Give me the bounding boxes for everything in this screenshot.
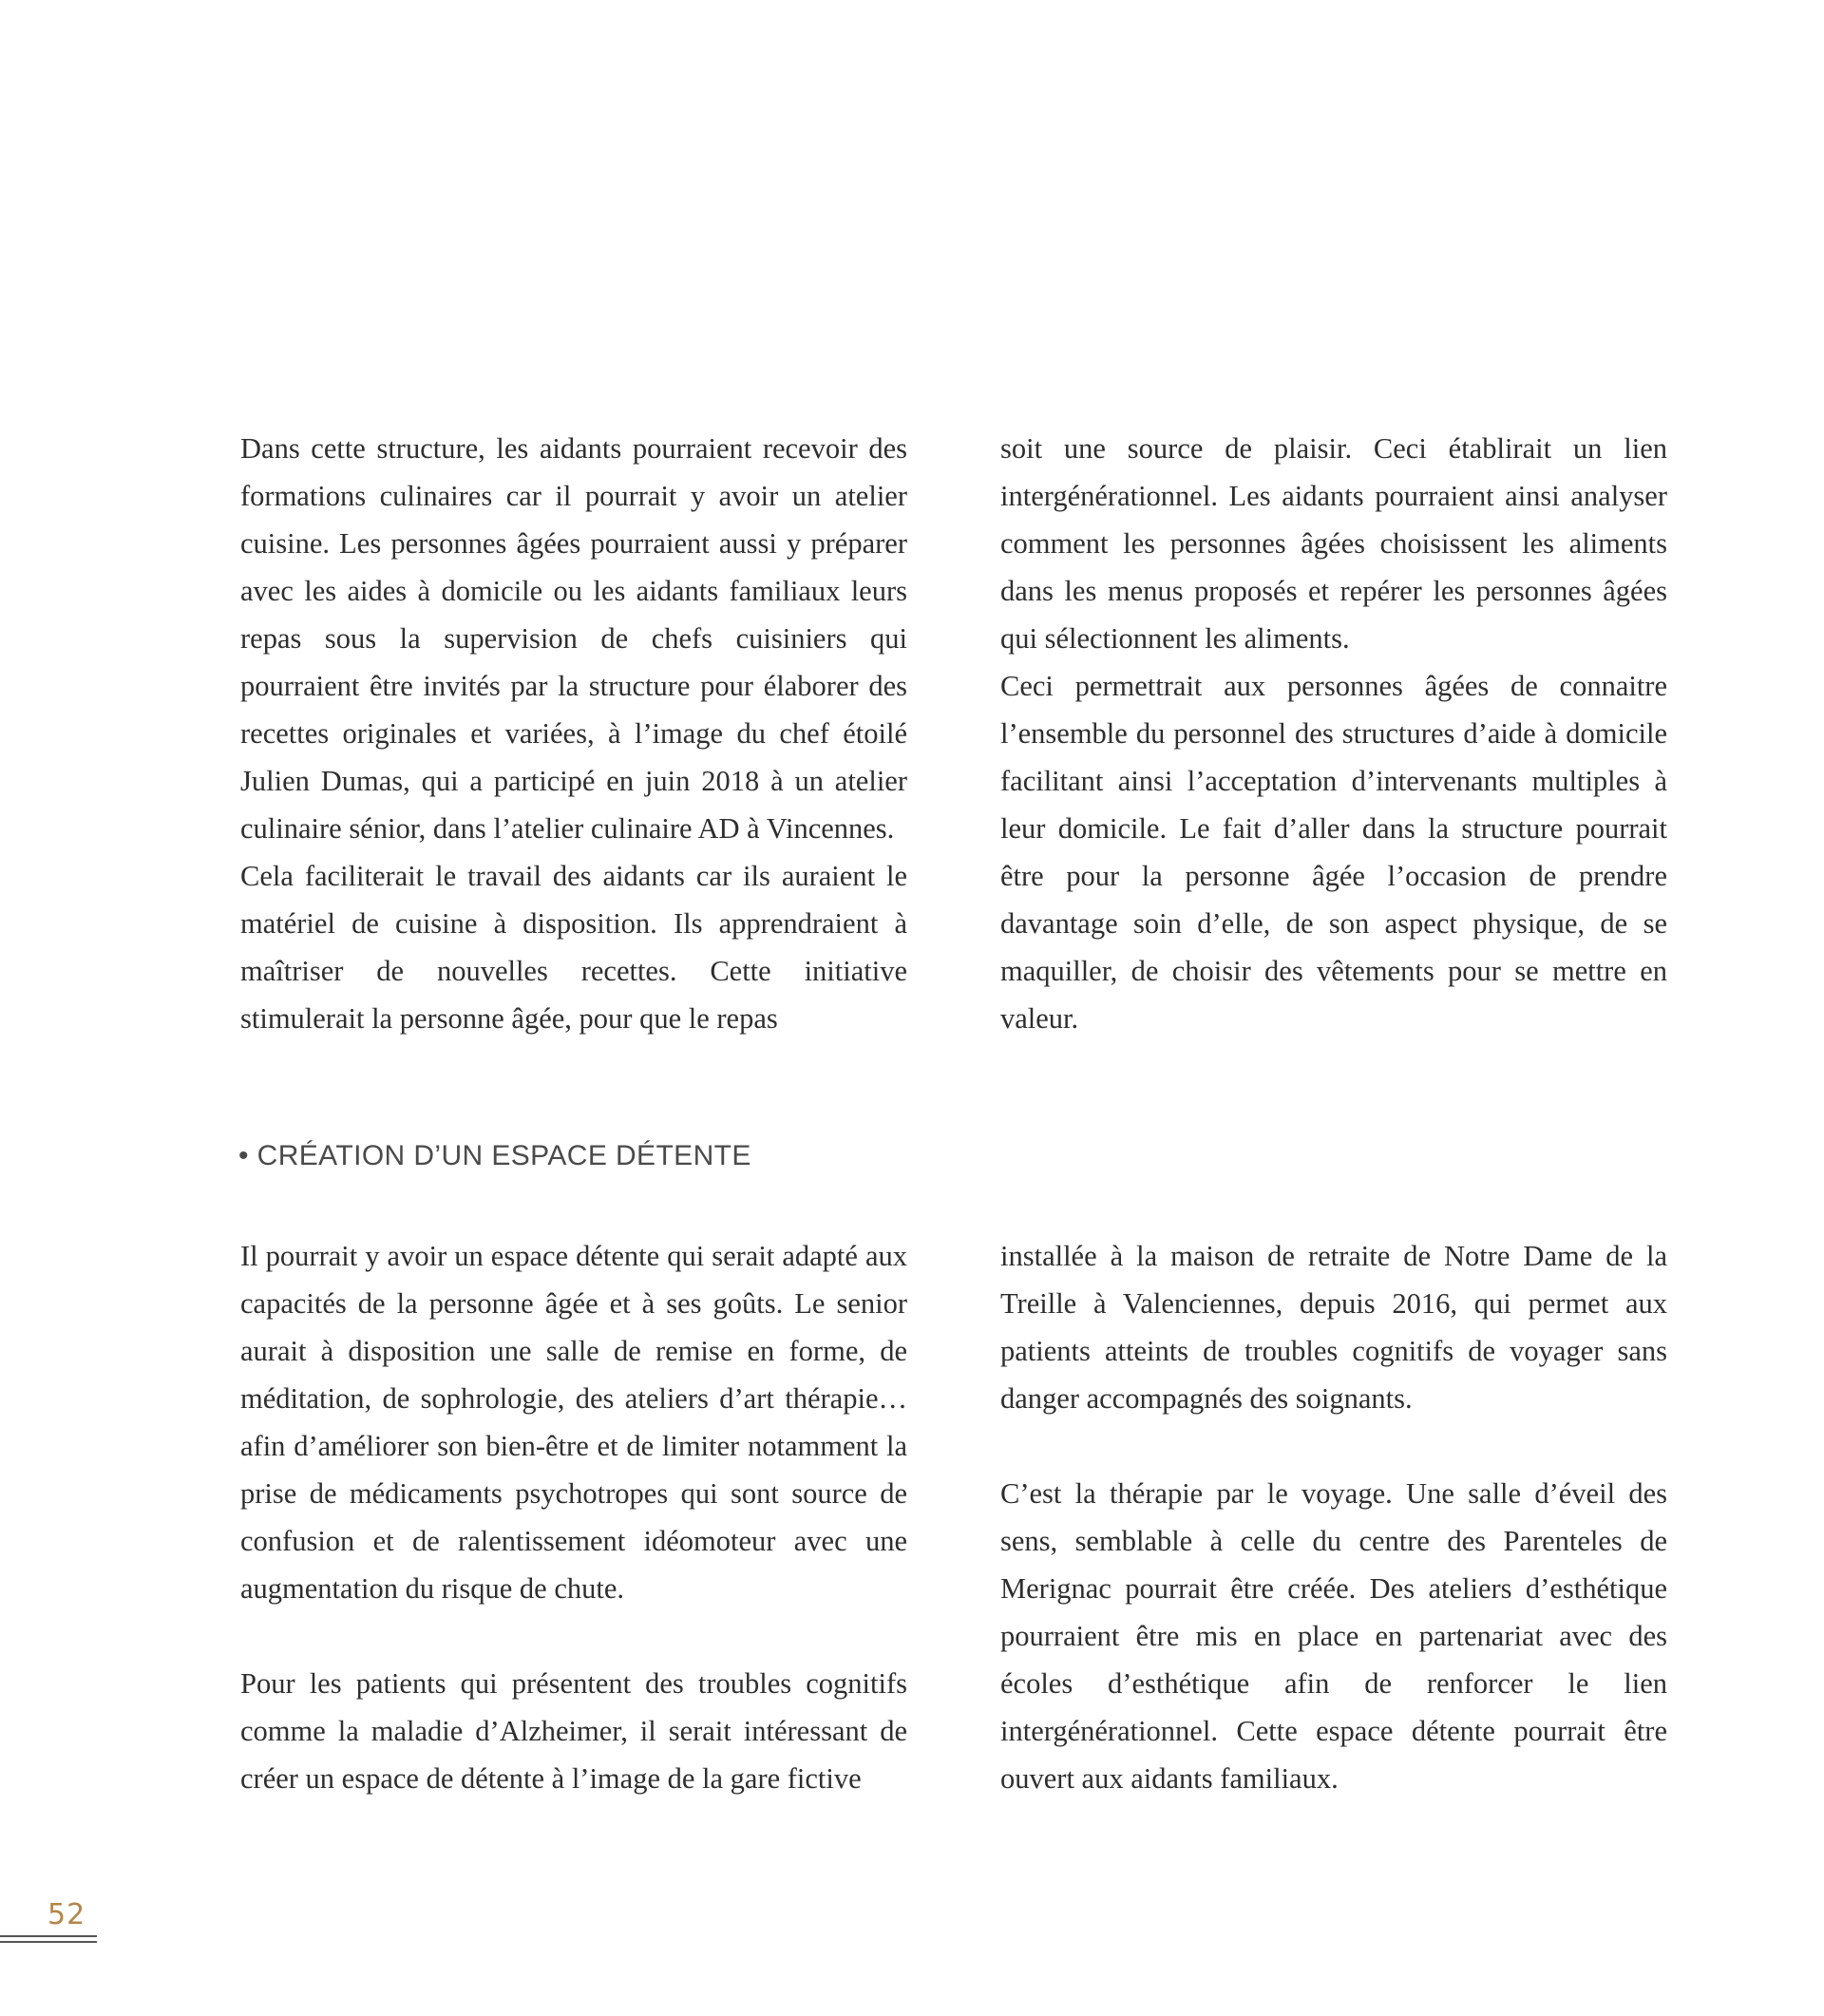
paragraph: Cela faciliterait le travail des aidants car ils auraient le matériel de cuisine à disposition. Ils apprendraient à maîtriser de nouvelles recettes. Cette initiative stimulerait la personne âgée, pour que le repas	[240, 860, 907, 1035]
section2-right-column	[1000, 1232, 1667, 1802]
section1-left-column	[240, 425, 907, 1042]
section-heading: • CRÉATION D’UN ESPACE DÉTENTE	[238, 1140, 751, 1171]
section1-right-column	[1000, 425, 1667, 1042]
paragraph: C’est la thérapie par le voyage. Une salle d’éveil des sens, semblable à celle du centre des Parenteles de Merignac pourrait être créée. Des ateliers d’esthétique pourraient être mis en place en partenariat avec des écoles d’esthétique afin de renforcer le lien intergénérationnel. Cette espace détente pourrait être ouvert aux aidants familiaux.	[1000, 1477, 1667, 1795]
paragraph: installée à la maison de retraite de Notre Dame de la Treille à Valenciennes, depuis 2016, qui permet aux patients atteints de troubles cognitifs de voyager sans danger accompagnés des soignants.	[1000, 1240, 1667, 1415]
page-number-rule	[0, 1941, 97, 1943]
page-number: 52	[48, 1898, 86, 1931]
paragraph: Pour les patients qui présentent des troubles cognitifs comme la maladie d’Alzheimer, il serait intéressant de créer un espace de détente à l’image de la gare fictive	[240, 1667, 907, 1795]
section2-left-column	[240, 1232, 907, 1802]
paragraph: Il pourrait y avoir un espace détente qui serait adapté aux capacités de la personne âgée et à ses goûts. Le senior aurait à disposition une salle de remise en forme, de méditation, de sophrologie, des ateliers d’art thérapie…afin d’améliorer son bien-être et de limiter notamment la prise de médicaments psychotropes qui sont source de confusion et de ralentissement idéomoteur avec une augmentation du risque de chute.	[240, 1240, 907, 1605]
page-number-rule	[0, 1935, 97, 1937]
paragraph: Ceci permettrait aux personnes âgées de connaitre l’ensemble du personnel des structures d’aide à domicile facilitant ainsi l’acceptation d’intervenants multiples à leur domicile. Le fait d’aller dans la structure pourrait être pour la personne âgée l’occasion de prendre davantage soin d’elle, de son aspect physique, de se maquiller, de choisir des vêtements pour se mettre en valeur.	[1000, 670, 1667, 1035]
paragraph: Dans cette structure, les aidants pourraient recevoir des formations culinaires car il pourrait y avoir un atelier cuisine. Les personnes âgées pourraient aussi y préparer avec les aides à domicile ou les aidants familiaux leurs repas sous la supervision de chefs cuisiniers qui pourraient être invités par la structure pour élaborer des recettes originales et variées, à l’image du chef étoilé Julien Dumas, qui a participé en juin 2018 à un atelier culinaire sénior, dans l’atelier culinaire AD à Vincennes.	[240, 432, 907, 845]
paragraph: soit une source de plaisir. Ceci établirait un lien intergénérationnel. Les aidants pourraient ainsi analyser comment les personnes âgées choisissent les aliments dans les menus proposés et repérer les personnes âgées qui sélectionnent les aliments.	[1000, 432, 1667, 655]
